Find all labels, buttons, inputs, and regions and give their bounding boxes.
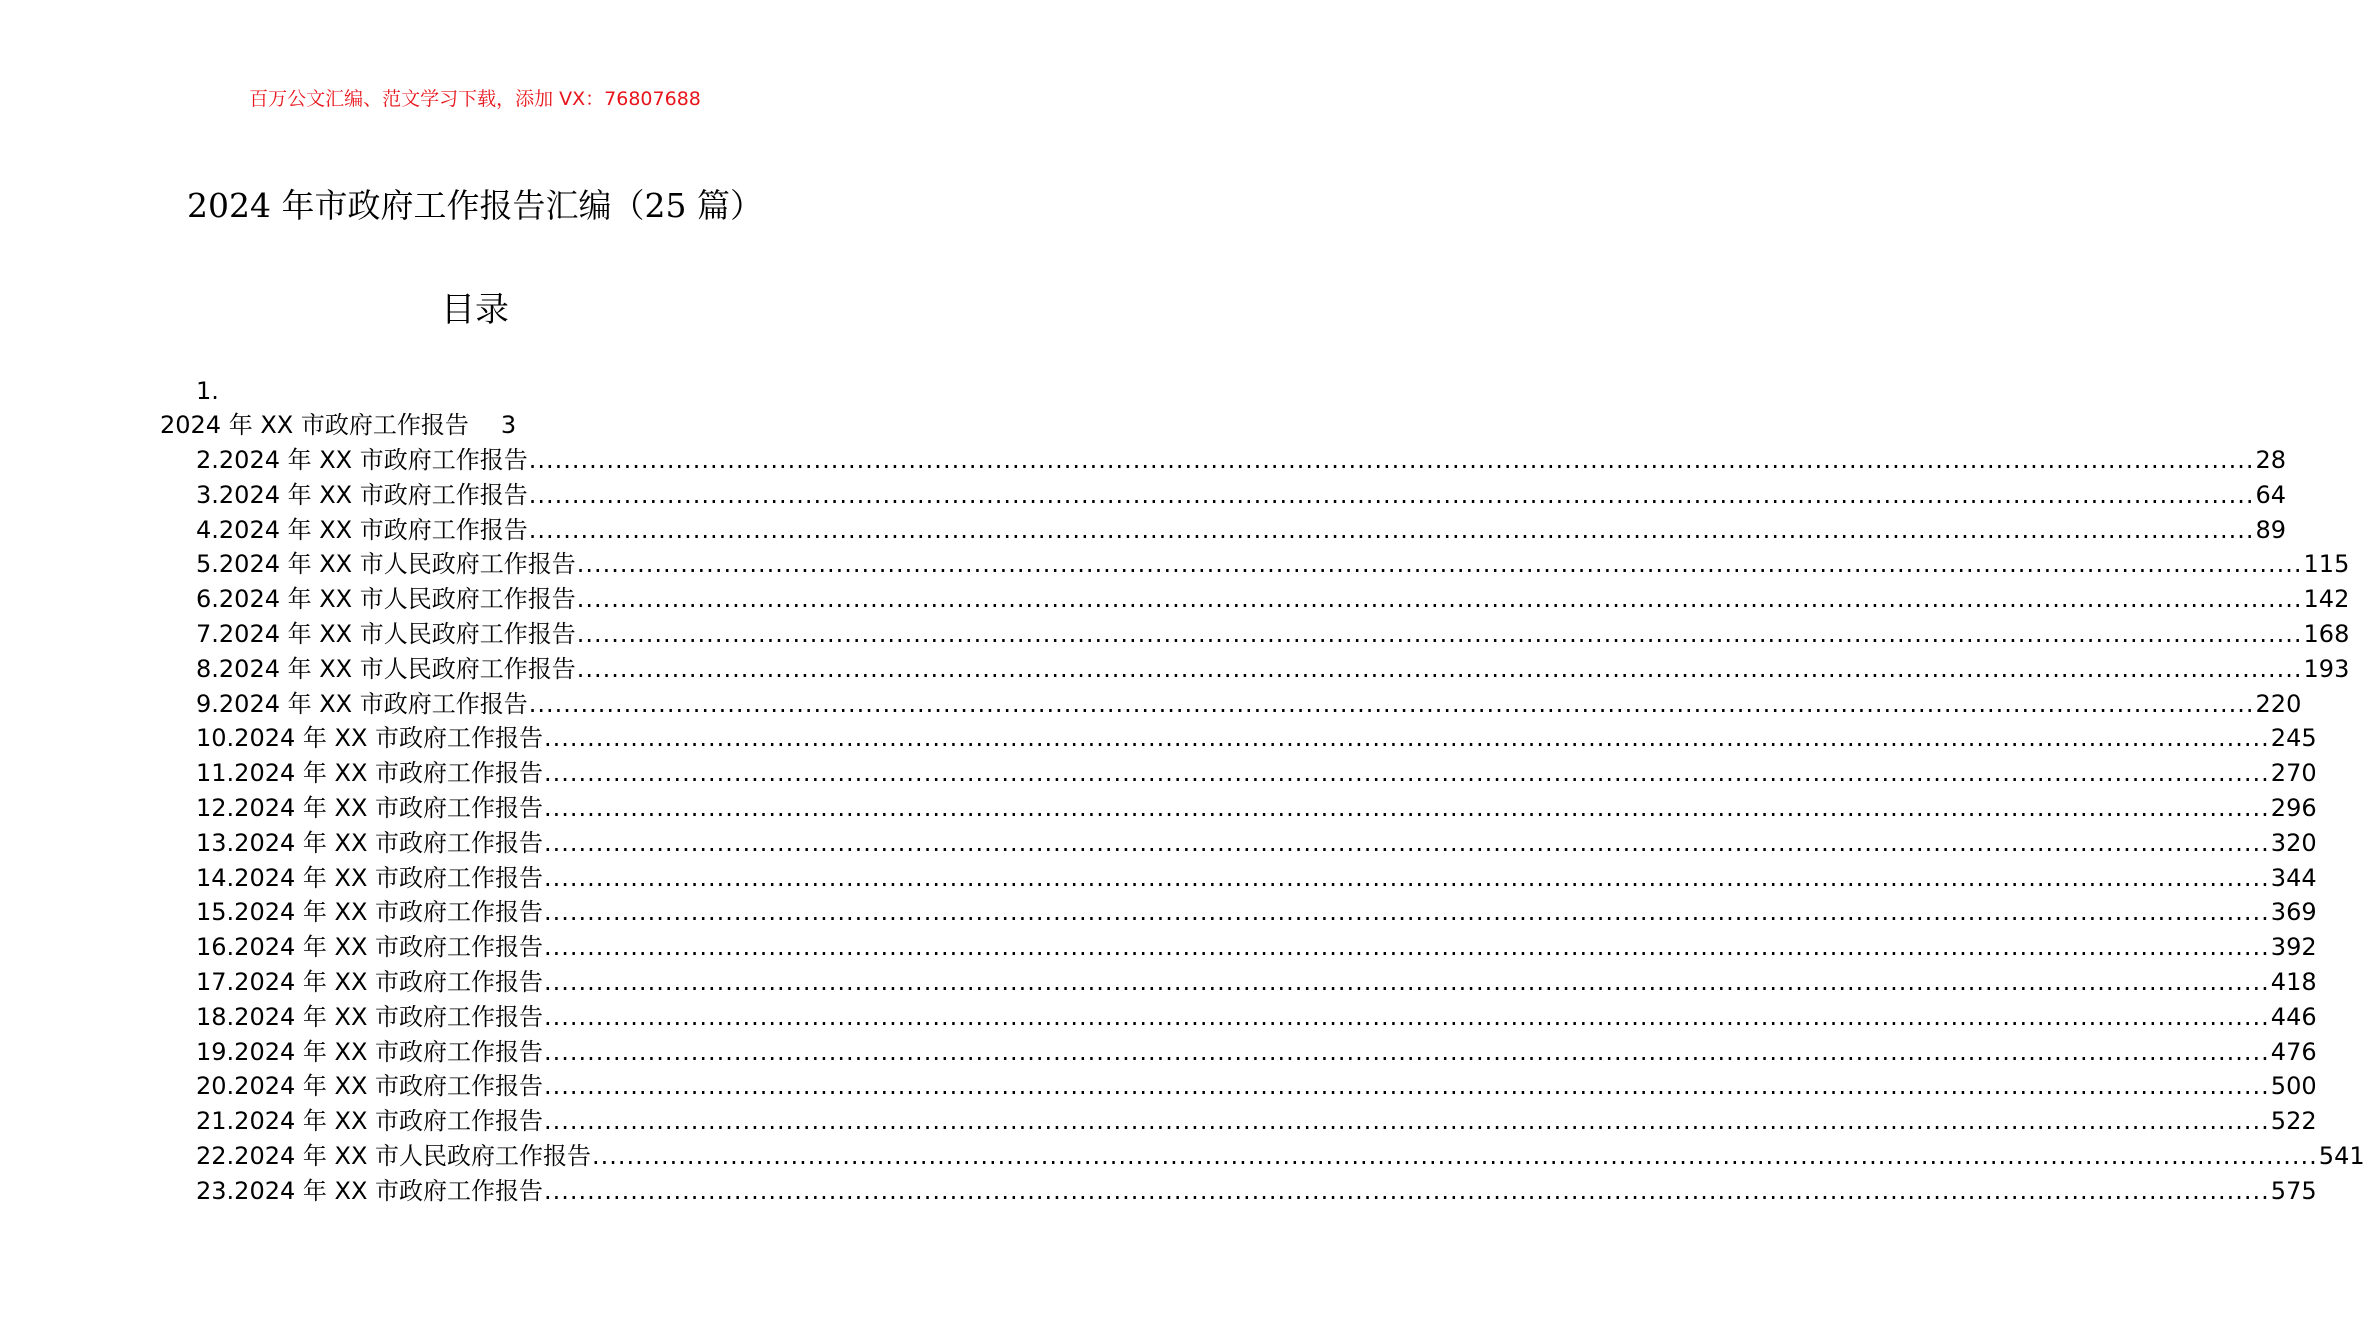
toc-entry-page: 476 <box>2270 1037 2317 1066</box>
toc-entry-page: 392 <box>2270 933 2317 962</box>
toc-entry-label: 20.2024 年 XX 市政府工作报告 <box>196 1072 544 1101</box>
toc-entry[interactable] <box>196 687 2302 722</box>
toc-entry-label: 9.2024 年 XX 市政府工作报告 <box>196 689 528 718</box>
toc-entry-page: 270 <box>2270 759 2317 788</box>
toc-dot-leader: ........................................................................................................................................................................................................ <box>544 1002 2270 1031</box>
toc-entry[interactable] <box>196 513 2287 548</box>
toc-dot-leader: ........................................................................................................................................................................................................ <box>544 863 2270 892</box>
toc-entry-label: 7.2024 年 XX 市人民政府工作报告 <box>196 619 576 648</box>
toc-entry-page: 500 <box>2270 1072 2317 1101</box>
toc-entry-label: 17.2024 年 XX 市政府工作报告 <box>196 967 544 996</box>
toc-dot-leader: ........................................................................................................................................................................................................ <box>576 585 2303 614</box>
toc-entry-label: 6.2024 年 XX 市人民政府工作报告 <box>196 585 576 614</box>
toc-entry-page: 168 <box>2303 619 2350 648</box>
toc-dot-leader: ........................................................................................................................................................................................................ <box>576 550 2303 579</box>
toc-entry[interactable] <box>196 617 2350 652</box>
toc-entry[interactable] <box>196 861 2317 896</box>
toc-entry-label: 19.2024 年 XX 市政府工作报告 <box>196 1037 544 1066</box>
toc-entry[interactable] <box>196 965 2317 1000</box>
toc-entry[interactable] <box>196 582 2350 617</box>
toc-entry[interactable] <box>196 756 2317 791</box>
toc-entry[interactable] <box>196 895 2317 930</box>
toc-dot-leader: ........................................................................................................................................................................................................ <box>576 619 2303 648</box>
toc-entry-page: 446 <box>2270 1002 2317 1031</box>
toc-entry-1[interactable] <box>160 374 516 442</box>
toc-dot-leader: ........................................................................................................................................................................................................ <box>592 1141 2318 1170</box>
toc-entry-label: 5.2024 年 XX 市人民政府工作报告 <box>196 550 576 579</box>
toc-dot-leader: ........................................................................................................................................................................................................ <box>528 515 2255 544</box>
toc-entry-label: 3.2024 年 XX 市政府工作报告 <box>196 480 528 509</box>
toc-entry[interactable] <box>196 652 2350 687</box>
toc-entry-label: 14.2024 年 XX 市政府工作报告 <box>196 863 544 892</box>
toc-entry-number: 1. <box>196 377 219 405</box>
toc-entry[interactable] <box>196 1035 2317 1070</box>
toc-entry-label: 21.2024 年 XX 市政府工作报告 <box>196 1107 544 1136</box>
toc-entry-page: 142 <box>2303 585 2350 614</box>
toc-entry-label: 18.2024 年 XX 市政府工作报告 <box>196 1002 544 1031</box>
toc-entry[interactable] <box>196 443 2287 478</box>
toc-dot-leader: ........................................................................................................................................................................................................ <box>576 654 2303 683</box>
toc-entry[interactable] <box>196 1000 2317 1035</box>
toc-entry-label: 16.2024 年 XX 市政府工作报告 <box>196 933 544 962</box>
toc-entry-page: 220 <box>2255 689 2302 718</box>
toc-entry-page: 64 <box>2255 480 2287 509</box>
toc-list <box>196 443 2365 1209</box>
toc-entry-label: 15.2024 年 XX 市政府工作报告 <box>196 898 544 927</box>
toc-dot-leader: ........................................................................................................................................................................................................ <box>544 1072 2270 1101</box>
toc-entry-page: 115 <box>2303 550 2350 579</box>
toc-entry-page: 369 <box>2270 898 2317 927</box>
toc-entry-label: 4.2024 年 XX 市政府工作报告 <box>196 515 528 544</box>
header-note: 百万公文汇编、范文学习下载，添加 VX：76807688 <box>249 88 701 110</box>
toc-entry-label: 23.2024 年 XX 市政府工作报告 <box>196 1176 544 1205</box>
toc-entry-page: 418 <box>2270 967 2317 996</box>
toc-entry[interactable] <box>196 791 2317 826</box>
toc-entry[interactable] <box>196 1139 2365 1174</box>
toc-dot-leader: ........................................................................................................................................................................................................ <box>544 828 2270 857</box>
toc-dot-leader: ........................................................................................................................................................................................................ <box>528 446 2255 474</box>
toc-dot-leader: ........................................................................................................................................................................................................ <box>544 933 2270 962</box>
toc-entry-label: 10.2024 年 XX 市政府工作报告 <box>196 724 544 753</box>
toc-dot-leader: ........................................................................................................................................................................................................ <box>544 1107 2270 1136</box>
toc-dot-leader: ........................................................................................................................................................................................................ <box>544 793 2270 822</box>
toc-entry[interactable] <box>196 478 2287 513</box>
toc-dot-leader: ........................................................................................................................................................................................................ <box>528 689 2255 718</box>
toc-entry-label: 2.2024 年 XX 市政府工作报告 <box>196 446 528 474</box>
toc-entry-page: 28 <box>2255 446 2287 474</box>
document-title: 2024 年市政府工作报告汇编（25 篇） <box>187 186 763 225</box>
toc-dot-leader: ........................................................................................................................................................................................................ <box>528 480 2255 509</box>
toc-heading: 目录 <box>441 290 509 330</box>
toc-entry-page: 193 <box>2303 654 2350 683</box>
toc-dot-leader: ........................................................................................................................................................................................................ <box>544 967 2270 996</box>
toc-entry-label: 2024 年 XX 市政府工作报告 <box>160 411 469 439</box>
toc-entry[interactable] <box>196 826 2317 861</box>
toc-entry-page: 89 <box>2255 515 2287 544</box>
toc-entry-label: 11.2024 年 XX 市政府工作报告 <box>196 759 544 788</box>
toc-entry[interactable] <box>196 930 2317 965</box>
toc-entry[interactable] <box>196 721 2317 756</box>
toc-entry-page: 320 <box>2270 828 2317 857</box>
toc-entry-page: 245 <box>2270 724 2317 753</box>
toc-entry-label: 8.2024 年 XX 市人民政府工作报告 <box>196 654 576 683</box>
toc-entry[interactable] <box>196 1174 2317 1209</box>
toc-dot-leader: ........................................................................................................................................................................................................ <box>544 1176 2270 1205</box>
toc-entry-label: 13.2024 年 XX 市政府工作报告 <box>196 828 544 857</box>
toc-entry-page: 522 <box>2270 1107 2317 1136</box>
toc-entry[interactable] <box>196 547 2350 582</box>
toc-entry-label: 12.2024 年 XX 市政府工作报告 <box>196 793 544 822</box>
toc-entry[interactable] <box>196 1069 2317 1104</box>
toc-dot-leader: ........................................................................................................................................................................................................ <box>544 1037 2270 1066</box>
toc-entry-page: 3 <box>500 411 517 439</box>
toc-entry-page: 296 <box>2270 793 2317 822</box>
toc-entry-page: 344 <box>2270 863 2317 892</box>
toc-dot-leader: ........................................................................................................................................................................................................ <box>544 724 2270 753</box>
toc-entry[interactable] <box>196 1104 2317 1139</box>
toc-entry-page: 541 <box>2318 1141 2365 1170</box>
toc-dot-leader: ........................................................................................................................................................................................................ <box>544 759 2270 788</box>
toc-dot-leader: ........................................................................................................................................................................................................ <box>544 898 2270 927</box>
toc-entry-label: 22.2024 年 XX 市人民政府工作报告 <box>196 1141 592 1170</box>
toc-entry-page: 575 <box>2270 1176 2317 1205</box>
